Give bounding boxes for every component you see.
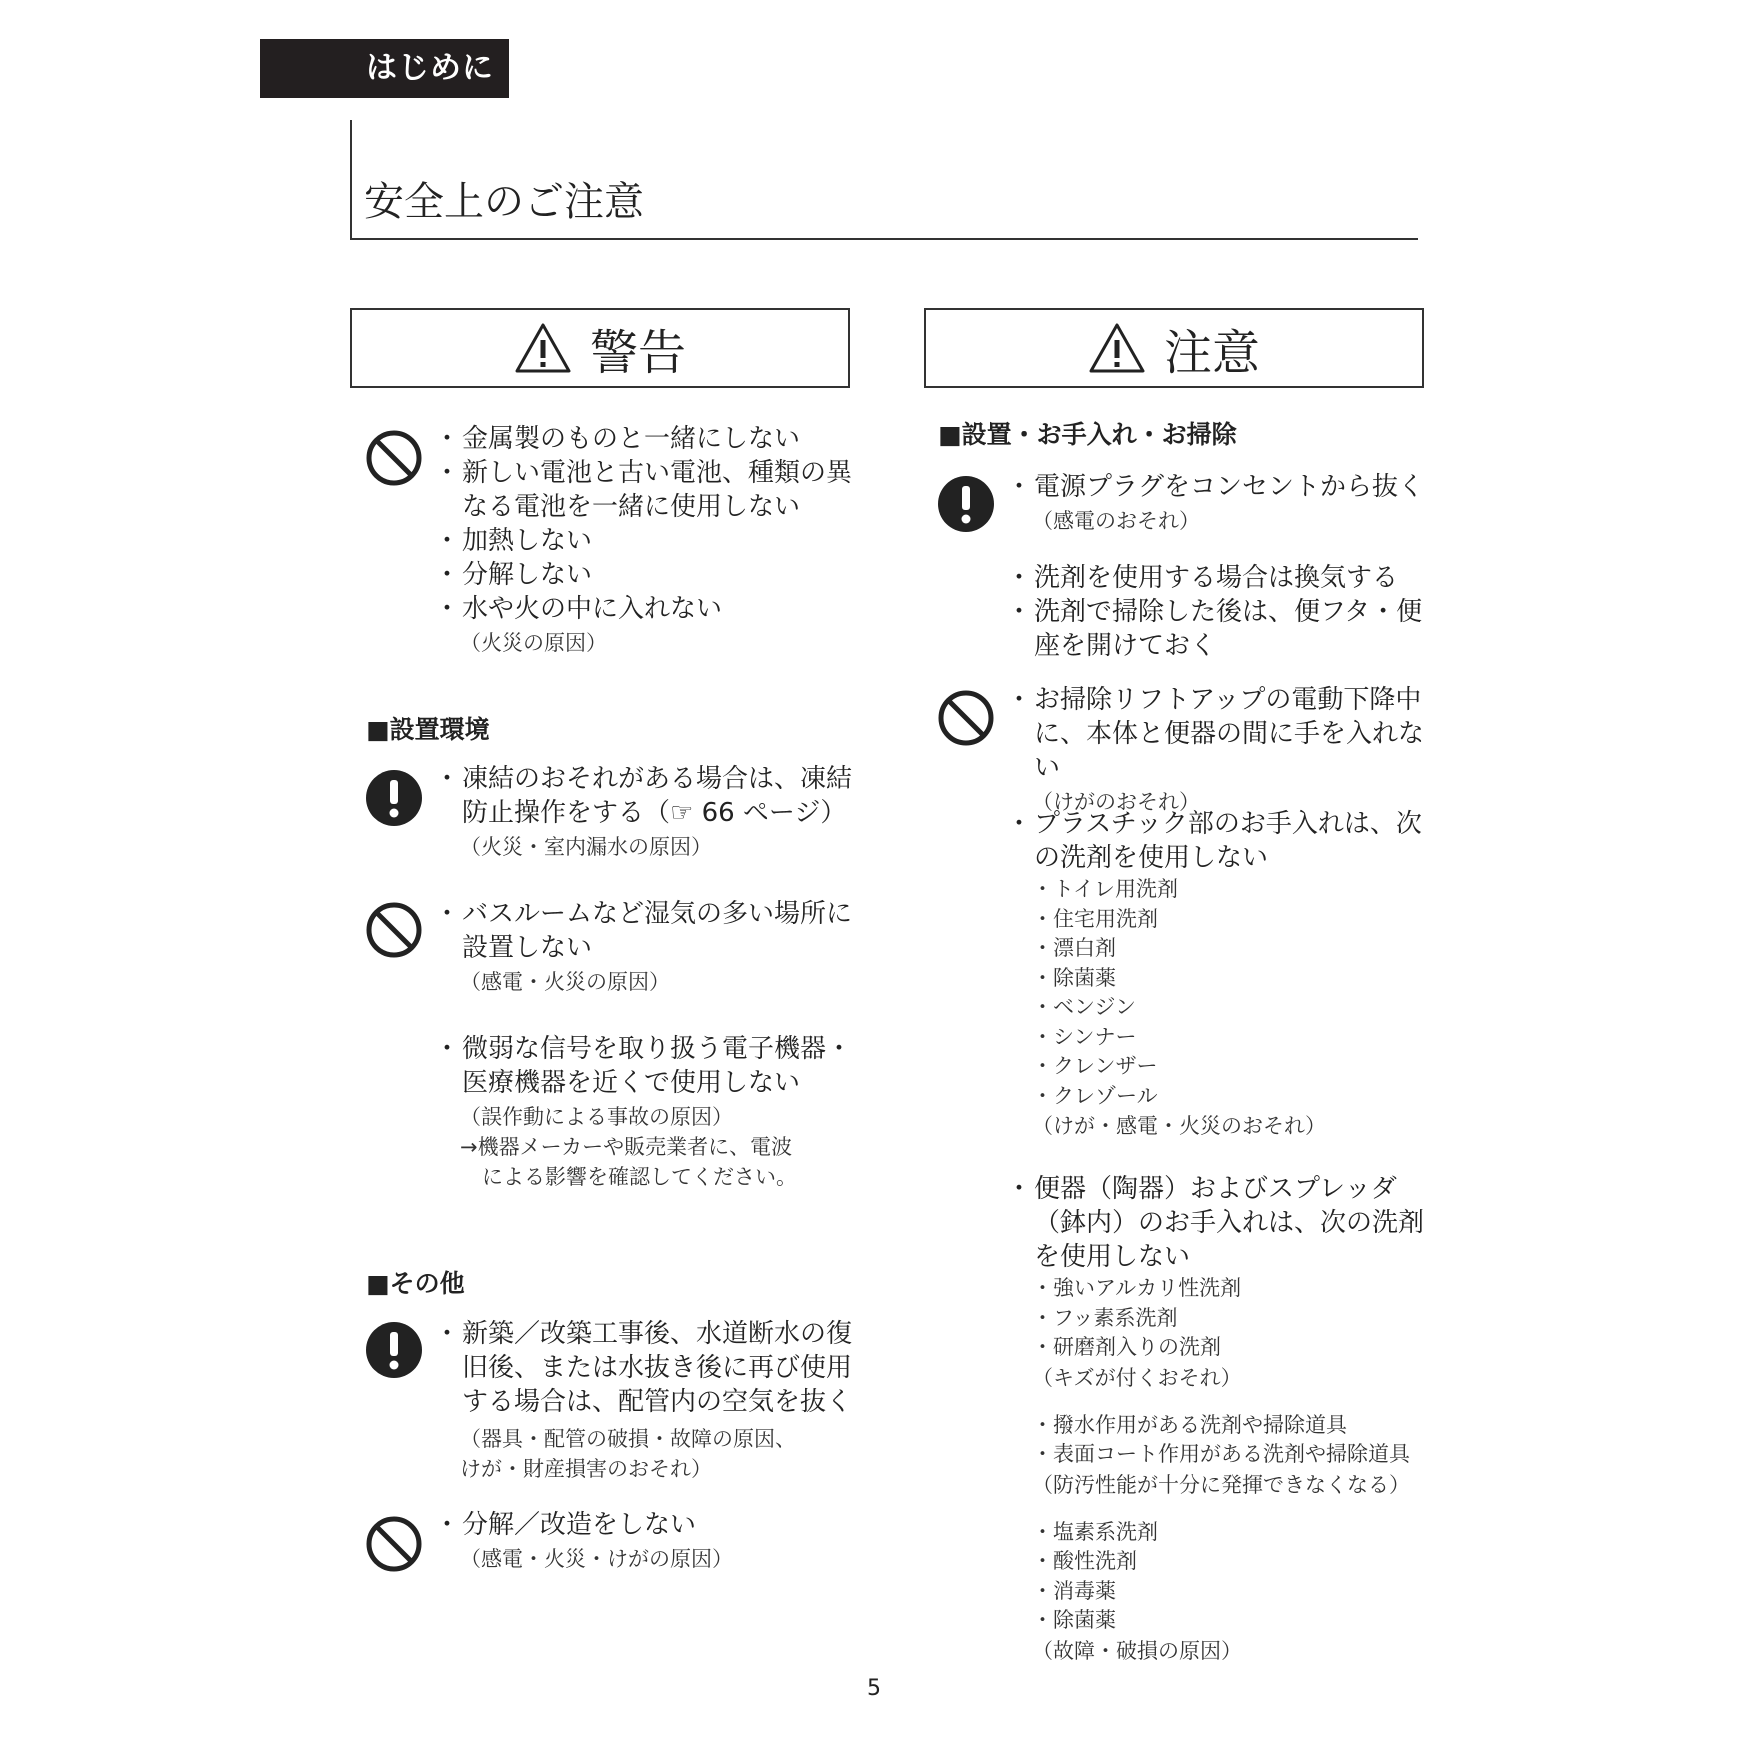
title-vertical-rule: [350, 120, 352, 240]
list-item: ・ 洗剤で掃除した後は、便フタ・便座を開けておく: [1014, 595, 1424, 663]
sub-item: ・研磨剤入りの洗剤: [1032, 1335, 1221, 1359]
cause-note: （キズが付くおそれ）: [1032, 1365, 1242, 1390]
sub-item: ・塩素系洗剤: [1032, 1519, 1158, 1544]
sub-item: ・クレゾール: [1032, 1083, 1158, 1108]
section-heading-care: ■設置・お手入れ・お掃除: [938, 420, 1237, 449]
warning-block-freeze: [442, 762, 852, 862]
sub-item: ・酸性洗剤: [1032, 1549, 1137, 1573]
prohibited-icon: [364, 428, 424, 488]
mandatory-icon: [364, 1320, 424, 1380]
title-underline: [350, 238, 1418, 240]
warning-triangle-icon: [514, 322, 572, 374]
list-item: ・ 新しい電池と古い電池、種類の異なる電池を一緒に使用しない: [442, 456, 852, 524]
prohibited-icon: [936, 688, 996, 748]
list-item: ・ 水や火の中に入れない: [442, 592, 852, 626]
cause-note: （けが・感電・火災のおそれ）: [1032, 1114, 1326, 1138]
sub-item: ・シンナー: [1032, 1024, 1137, 1049]
sub-item: ・フッ素系洗剤: [1032, 1305, 1178, 1330]
sub-item: ・消毒薬: [1032, 1578, 1116, 1603]
sub-item: ・強いアルカリ性洗剤: [1032, 1276, 1242, 1300]
cause-note: （火災の原因）: [460, 631, 607, 655]
list-item: ・ 新築／改築工事後、水道断水の復旧後、または水抜き後に再び使用する場合は、配管内の空気を抜く: [442, 1317, 852, 1419]
page-title: 安全上のご注意: [364, 179, 644, 225]
caution-block-unplug: [1014, 470, 1424, 536]
cause-note: （防汚性能が十分に発揮できなくなる）: [1032, 1472, 1410, 1497]
advice-note: →機器メーカーや販売業者に、電波による影響を確認してください。: [460, 1135, 797, 1189]
warning-box: [350, 308, 850, 388]
prohibited-icon: [364, 900, 424, 960]
mandatory-icon: [936, 474, 996, 534]
warning-block-disassemble: [442, 1508, 852, 1574]
warning-label: 警告: [589, 324, 686, 381]
cause-note: （けがのおそれ）: [1032, 790, 1200, 814]
mandatory-icon: [364, 768, 424, 828]
caution-block-liftup: [1014, 683, 1424, 817]
warning-block-air: [442, 1317, 852, 1484]
list-item: ・ 微弱な信号を取り扱う電子機器・医療機器を近くで使用しない: [442, 1032, 852, 1100]
list-item: ・ 電源プラグをコンセントから抜く: [1014, 470, 1424, 504]
cause-note: （感電・火災の原因）: [460, 970, 670, 994]
sub-item: ・表面コート作用がある洗剤や掃除道具: [1032, 1442, 1410, 1466]
cause-note: （誤作動による事故の原因）: [460, 1105, 733, 1129]
list-item: ・ 便器（陶器）およびスプレッダ（鉢内）のお手入れは、次の洗剤を使用しない: [1014, 1172, 1424, 1274]
sub-item: ・クレンザー: [1032, 1054, 1158, 1078]
list-item: ・ 分解／改造をしない: [442, 1508, 852, 1542]
warning-block-electronics: [442, 1032, 852, 1192]
cause-note: （火災・室内漏水の原因）: [460, 835, 712, 859]
detergent-list: [1032, 1274, 1424, 1666]
list-item: ・ プラスチック部のお手入れは、次の洗剤を使用しない: [1014, 807, 1424, 875]
cause-note: （器具・配管の破損・故障の原因、けが・財産損害のおそれ）: [460, 1427, 796, 1481]
sub-item: ・除菌薬: [1032, 1608, 1116, 1632]
caution-label: 注意: [1163, 324, 1260, 381]
list-item: ・ バスルームなど湿気の多い場所に設置しない: [442, 897, 852, 965]
list-item: ・ 加熱しない: [442, 524, 852, 558]
detergent-list: [1032, 875, 1424, 1141]
list-item: ・ お掃除リフトアップの電動下降中に、本体と便器の間に手を入れない: [1014, 683, 1424, 785]
caution-block-ceramic: [1014, 1172, 1424, 1666]
list-item: ・ 分解しない: [442, 558, 852, 592]
list-item: ・ 洗剤を使用する場合は換気する: [1014, 561, 1424, 595]
sub-item: ・住宅用洗剤: [1032, 906, 1158, 931]
prohibited-icon: [364, 1514, 424, 1574]
cause-note: （故障・破損の原因）: [1032, 1638, 1242, 1663]
section-heading-environment: ■設置環境: [366, 715, 490, 744]
list-item: ・ 凍結のおそれがある場合は、凍結防止操作をする（☞ 66 ページ）: [442, 762, 852, 830]
sub-item: ・撥水作用がある洗剤や掃除道具: [1032, 1412, 1347, 1437]
sub-item: ・ベンジン: [1032, 995, 1136, 1019]
warning-block-battery: [442, 422, 852, 658]
caution-block-ventilate: [1014, 561, 1424, 663]
caution-box: [924, 308, 1424, 388]
sub-item: ・トイレ用洗剤: [1032, 877, 1178, 901]
section-heading-other: ■その他: [366, 1269, 465, 1298]
sub-item: ・除菌薬: [1032, 965, 1116, 990]
section-tag: はじめに: [260, 39, 509, 98]
warning-block-humidity: [442, 897, 852, 997]
warning-triangle-icon: [1088, 322, 1146, 374]
list-item: ・ 金属製のものと一緒にしない: [442, 422, 852, 456]
page-number: 5: [867, 1676, 881, 1701]
cause-note: （感電のおそれ）: [1032, 509, 1200, 533]
sub-item: ・漂白剤: [1032, 936, 1116, 960]
caution-block-plastic: [1014, 807, 1424, 1141]
cause-note: （感電・火災・けがの原因）: [460, 1547, 733, 1571]
